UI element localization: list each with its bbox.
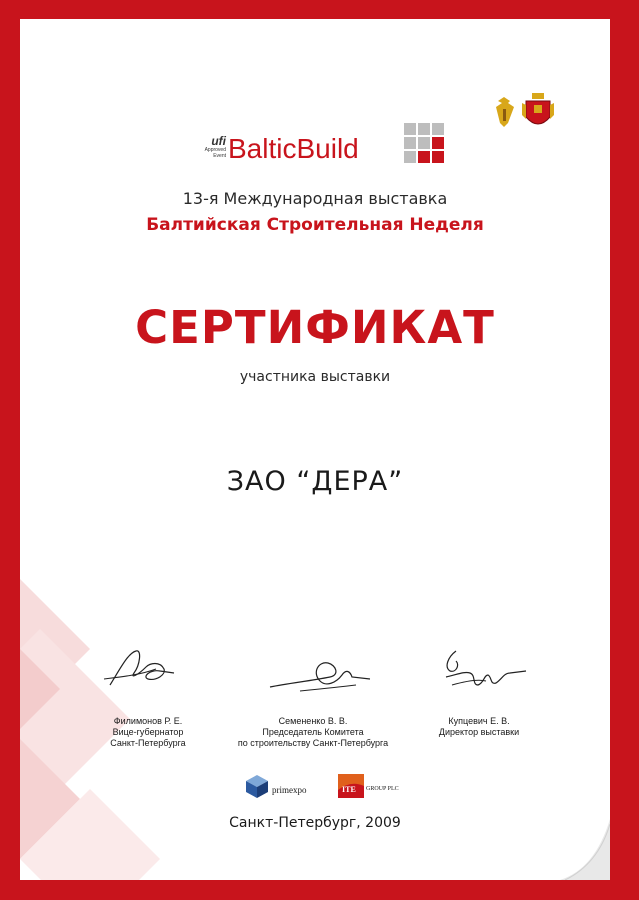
certificate-paper [20, 19, 610, 880]
signatory-1-name: Филимонов Р. Е. [113, 716, 183, 726]
signatory-1 [53, 716, 243, 749]
signature-3 [426, 637, 536, 697]
certificate-title: СЕРТИФИКАТ [135, 301, 495, 354]
ufi-badge [180, 135, 226, 159]
ite-group-label: GROUP PLC [366, 786, 399, 792]
recipient-name: ЗАО “ДЕРА” [226, 466, 404, 497]
signatory-3-name: Купцевич Е. В. [448, 716, 510, 726]
brand-grid-icon [404, 123, 448, 167]
edition-line: 13-я Международная выставка [182, 189, 448, 208]
signature-1 [90, 639, 190, 695]
signatory-2-role-2: по строительству Санкт-Петербурга [237, 738, 389, 748]
signatory-3 [384, 716, 574, 738]
signatory-2 [218, 716, 408, 749]
ufi-sub-1: Approved [204, 147, 226, 153]
primexpo-label: primexpo [272, 785, 307, 795]
ufi-sub-2: Event [213, 153, 226, 159]
signatory-1-role-2: Санкт-Петербурга [110, 738, 186, 748]
ufi-mark: ufi [211, 134, 226, 148]
signatory-3-role-1: Директор выставки [438, 727, 520, 737]
event-name: Балтийская Строительная Неделя [146, 215, 484, 235]
certificate-subtitle: участника выставки [239, 369, 391, 385]
balticbuild-logo [180, 123, 450, 171]
brand-name: BalticBuild [228, 133, 359, 164]
coat-of-arms-icon [520, 91, 560, 137]
signatory-2-role-1: Председатель Комитета [262, 727, 364, 737]
signatory-2-name: Семененко В. В. [278, 716, 348, 726]
primexpo-cube-icon [244, 773, 270, 799]
signature-2 [260, 647, 380, 697]
ite-mark: ITE [342, 785, 356, 794]
signatory-1-role-1: Вице-губернатор [112, 727, 184, 737]
place-date: Санкт-Петербург, 2009 [229, 815, 401, 831]
